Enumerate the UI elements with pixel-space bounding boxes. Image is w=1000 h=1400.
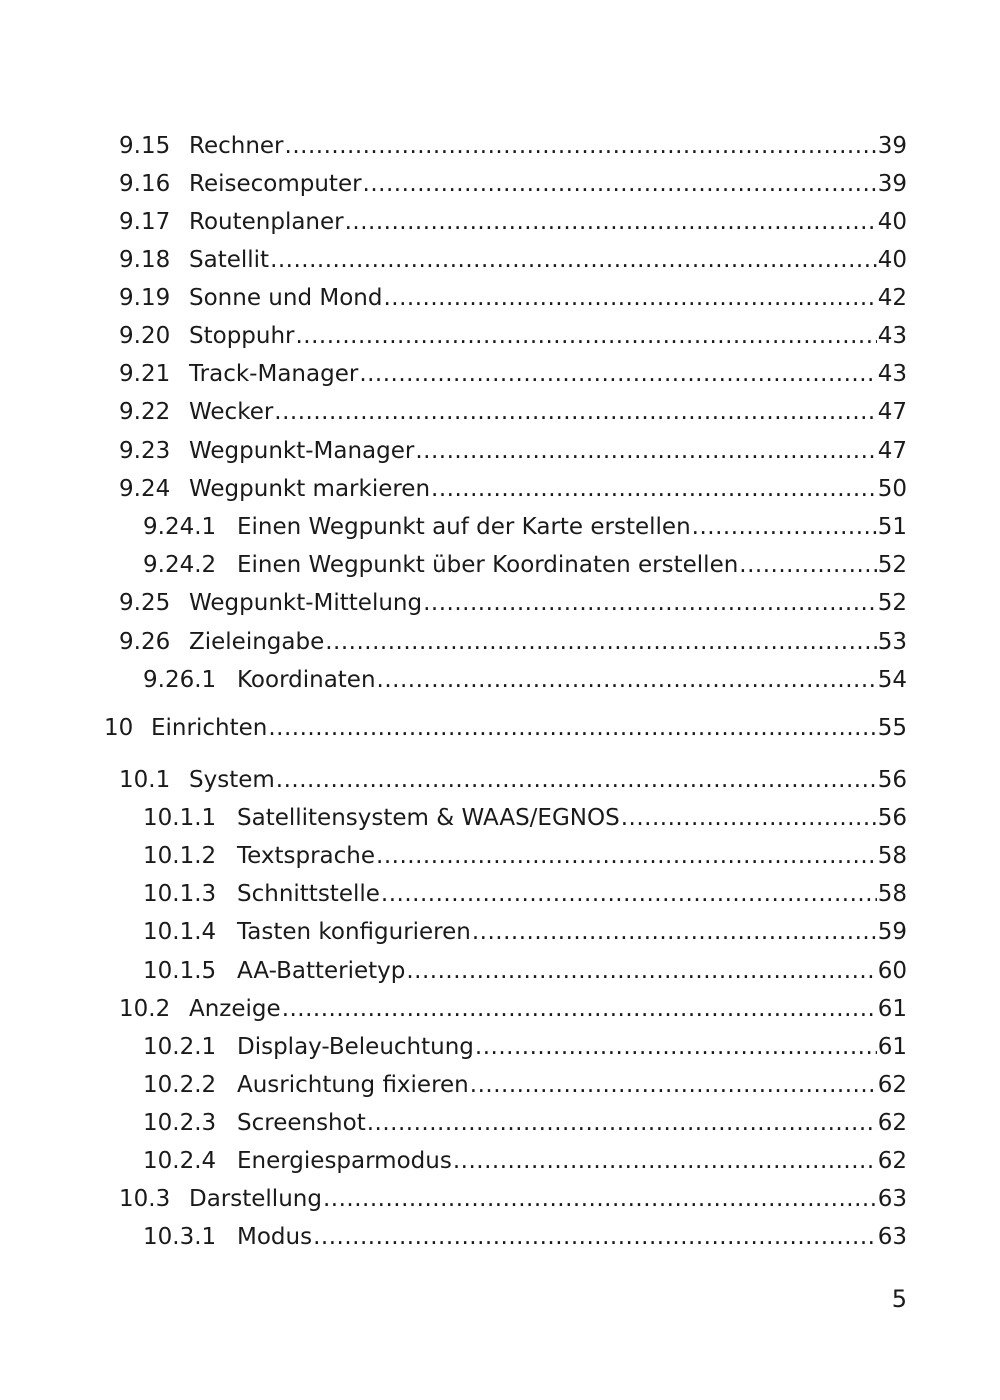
- toc-entry-title: Display-Beleuchtung: [237, 1034, 474, 1060]
- toc-entry[interactable]: [143, 665, 907, 695]
- toc-entry-page: 52: [877, 552, 907, 578]
- dot-leader: [376, 841, 877, 871]
- dot-leader: [470, 1070, 877, 1100]
- toc-entry-page: 62: [877, 1072, 907, 1098]
- toc-entry-title: Anzeige: [189, 996, 281, 1022]
- toc-entry-number: 9.20: [119, 323, 171, 349]
- toc-entry-number: 9.25: [119, 590, 171, 616]
- dot-leader: [359, 359, 876, 389]
- toc-entry-page: 40: [877, 247, 907, 273]
- toc-entry[interactable]: [119, 474, 907, 504]
- toc-entry-title: Zieleingabe: [189, 629, 325, 655]
- dot-leader: [475, 1032, 877, 1062]
- toc-entry-title: Energiesparmodus: [237, 1148, 452, 1174]
- toc-entry-number: 9.19: [119, 285, 171, 311]
- toc-entry-page: 60: [877, 958, 907, 984]
- dot-leader: [268, 713, 876, 743]
- toc-entry[interactable]: [119, 245, 907, 275]
- dot-leader: [453, 1146, 877, 1176]
- toc-entry-page: 54: [877, 667, 907, 693]
- page-number: 5: [891, 1285, 907, 1313]
- toc-entry-title: Ausrichtung fixieren: [237, 1072, 469, 1098]
- toc-entry-number: 9.26: [119, 629, 171, 655]
- toc-entry-page: 51: [877, 514, 907, 540]
- toc-entry-page: 56: [877, 805, 907, 831]
- toc-entry-page: 43: [877, 361, 907, 387]
- dot-leader: [270, 245, 877, 275]
- toc-entry-page: 39: [877, 171, 907, 197]
- toc-entry-number: 9.17: [119, 209, 171, 235]
- toc-entry-page: 39: [877, 133, 907, 159]
- dot-leader: [285, 131, 877, 161]
- toc-entry-number: 10.2.3: [143, 1110, 217, 1136]
- toc-entry-page: 52: [877, 590, 907, 616]
- toc-entry-page: 63: [877, 1224, 907, 1250]
- toc-entry[interactable]: [119, 588, 907, 618]
- toc-entry-page: 50: [877, 476, 907, 502]
- dot-leader: [367, 1108, 877, 1138]
- dot-leader: [296, 321, 877, 351]
- toc-entry-page: 56: [877, 767, 907, 793]
- toc-entry-title: Reisecomputer: [189, 171, 362, 197]
- toc-entry-page: 61: [877, 1034, 907, 1060]
- toc-entry[interactable]: [119, 169, 907, 199]
- toc-entry-number: 9.24: [119, 476, 171, 502]
- dot-leader: [472, 917, 877, 947]
- dot-leader: [282, 994, 877, 1024]
- toc-entry-page: 53: [877, 629, 907, 655]
- toc-entry-number: 10.3: [119, 1186, 171, 1212]
- toc-entry-number: 10.1.1: [143, 805, 217, 831]
- toc-entry-number: 9.15: [119, 133, 171, 159]
- dot-leader: [313, 1222, 877, 1252]
- toc-entry[interactable]: [119, 397, 907, 427]
- toc-entry[interactable]: [119, 627, 907, 657]
- toc-entry[interactable]: [143, 1146, 907, 1176]
- dot-leader: [415, 436, 876, 466]
- toc-entry-page: 59: [877, 919, 907, 945]
- toc-entry-number: 10.1: [119, 767, 171, 793]
- toc-entry[interactable]: [143, 956, 907, 986]
- dot-leader: [276, 765, 877, 795]
- toc-entry-number: 9.24.1: [143, 514, 217, 540]
- toc-entry[interactable]: [119, 765, 907, 795]
- toc-entry-number: 10.2.4: [143, 1148, 217, 1174]
- dot-leader: [692, 512, 877, 542]
- toc-entry[interactable]: [119, 994, 907, 1024]
- toc-entry-page: 42: [877, 285, 907, 311]
- toc-entry-title: Schnittstelle: [237, 881, 380, 907]
- toc-entry-number: 10.2: [119, 996, 171, 1022]
- toc-entry-number: 10.2.1: [143, 1034, 217, 1060]
- toc-entry-title: Stoppuhr: [189, 323, 295, 349]
- toc-entry[interactable]: [143, 1032, 907, 1062]
- toc-entry-title: Darstellung: [189, 1186, 322, 1212]
- toc-entry[interactable]: [119, 321, 907, 351]
- toc-entry[interactable]: [143, 803, 907, 833]
- toc-entry-number: 9.22: [119, 399, 171, 425]
- toc-entry-number: 10.3.1: [143, 1224, 217, 1250]
- dot-leader: [363, 169, 877, 199]
- toc-entry[interactable]: [119, 131, 907, 161]
- toc-entry-title: Textsprache: [237, 843, 376, 869]
- toc-entry-page: 55: [877, 715, 907, 741]
- dot-leader: [423, 588, 877, 618]
- toc-entry-title: Wegpunkt-Mittelung: [189, 590, 423, 616]
- toc-entry[interactable]: [143, 1108, 907, 1138]
- toc-entry-number: 10.1.2: [143, 843, 217, 869]
- toc-entry[interactable]: [119, 359, 907, 389]
- toc-entry-title: Satellitensystem & WAAS/EGNOS: [237, 805, 620, 831]
- toc-entry-title: Einen Wegpunkt über Koordinaten erstellen: [237, 552, 739, 578]
- toc-entry[interactable]: [143, 550, 907, 580]
- toc-entry-title: Wegpunkt markieren: [189, 476, 431, 502]
- toc-entry-title: Wecker: [189, 399, 274, 425]
- toc-entry[interactable]: [143, 1222, 907, 1252]
- toc-entry[interactable]: [119, 283, 907, 313]
- toc-entry-page: 58: [877, 843, 907, 869]
- toc-entry-number: 10.1.3: [143, 881, 217, 907]
- toc-entry-number: 9.21: [119, 361, 171, 387]
- dot-leader: [383, 283, 876, 313]
- toc-entry-number: 9.26.1: [143, 667, 217, 693]
- toc-entry[interactable]: [119, 1184, 907, 1214]
- toc-entry-page: 47: [877, 438, 907, 464]
- toc-entry-title: System: [189, 767, 275, 793]
- dot-leader: [431, 474, 877, 504]
- toc-entry[interactable]: [119, 207, 907, 237]
- toc-entry-title: Sonne und Mond: [189, 285, 383, 311]
- toc-entry[interactable]: [143, 841, 907, 871]
- dot-leader: [274, 397, 876, 427]
- toc-entry-title: Modus: [237, 1224, 313, 1250]
- toc-entry-number: 10: [104, 715, 134, 741]
- toc-entry-page: 62: [877, 1110, 907, 1136]
- toc-entry-number: 9.18: [119, 247, 171, 273]
- toc-entry-number: 9.16: [119, 171, 171, 197]
- toc-entry-page: 61: [877, 996, 907, 1022]
- toc-entry-page: 58: [877, 881, 907, 907]
- dot-leader: [323, 1184, 877, 1214]
- dot-leader: [345, 207, 877, 237]
- toc-entry[interactable]: [143, 879, 907, 909]
- toc-entry-title: Tasten konfigurieren: [237, 919, 471, 945]
- toc-entry-title: Screenshot: [237, 1110, 366, 1136]
- toc-entry-title: Track-Manager: [189, 361, 359, 387]
- toc-entry-title: Einrichten: [151, 715, 268, 741]
- toc-entry[interactable]: [104, 713, 907, 743]
- toc-entry-title: Wegpunkt-Manager: [189, 438, 415, 464]
- toc-entry-title: Rechner: [189, 133, 284, 159]
- dot-leader: [406, 956, 876, 986]
- toc-entry[interactable]: [119, 436, 907, 466]
- toc-entry-number: 9.24.2: [143, 552, 217, 578]
- dot-leader: [621, 803, 877, 833]
- toc-entry-page: 47: [877, 399, 907, 425]
- dot-leader: [325, 627, 876, 657]
- dot-leader: [377, 665, 877, 695]
- toc-entry-title: Routenplaner: [189, 209, 344, 235]
- toc-entry-number: 10.2.2: [143, 1072, 217, 1098]
- toc-entry-title: AA-Batterietyp: [237, 958, 406, 984]
- toc-entry-title: Koordinaten: [237, 667, 376, 693]
- toc-entry-title: Satellit: [189, 247, 270, 273]
- toc-entry[interactable]: [143, 917, 907, 947]
- dot-leader: [381, 879, 877, 909]
- toc-entry-number: 10.1.5: [143, 958, 217, 984]
- toc-entry[interactable]: [143, 1070, 907, 1100]
- toc-entry-page: 62: [877, 1148, 907, 1174]
- toc-entry-title: Einen Wegpunkt auf der Karte erstellen: [237, 514, 691, 540]
- toc-entry-page: 40: [877, 209, 907, 235]
- toc-entry-page: 63: [877, 1186, 907, 1212]
- toc-entry[interactable]: [143, 512, 907, 542]
- dot-leader: [739, 550, 876, 580]
- toc-entry-number: 10.1.4: [143, 919, 217, 945]
- toc-entry-page: 43: [877, 323, 907, 349]
- toc-entry-number: 9.23: [119, 438, 171, 464]
